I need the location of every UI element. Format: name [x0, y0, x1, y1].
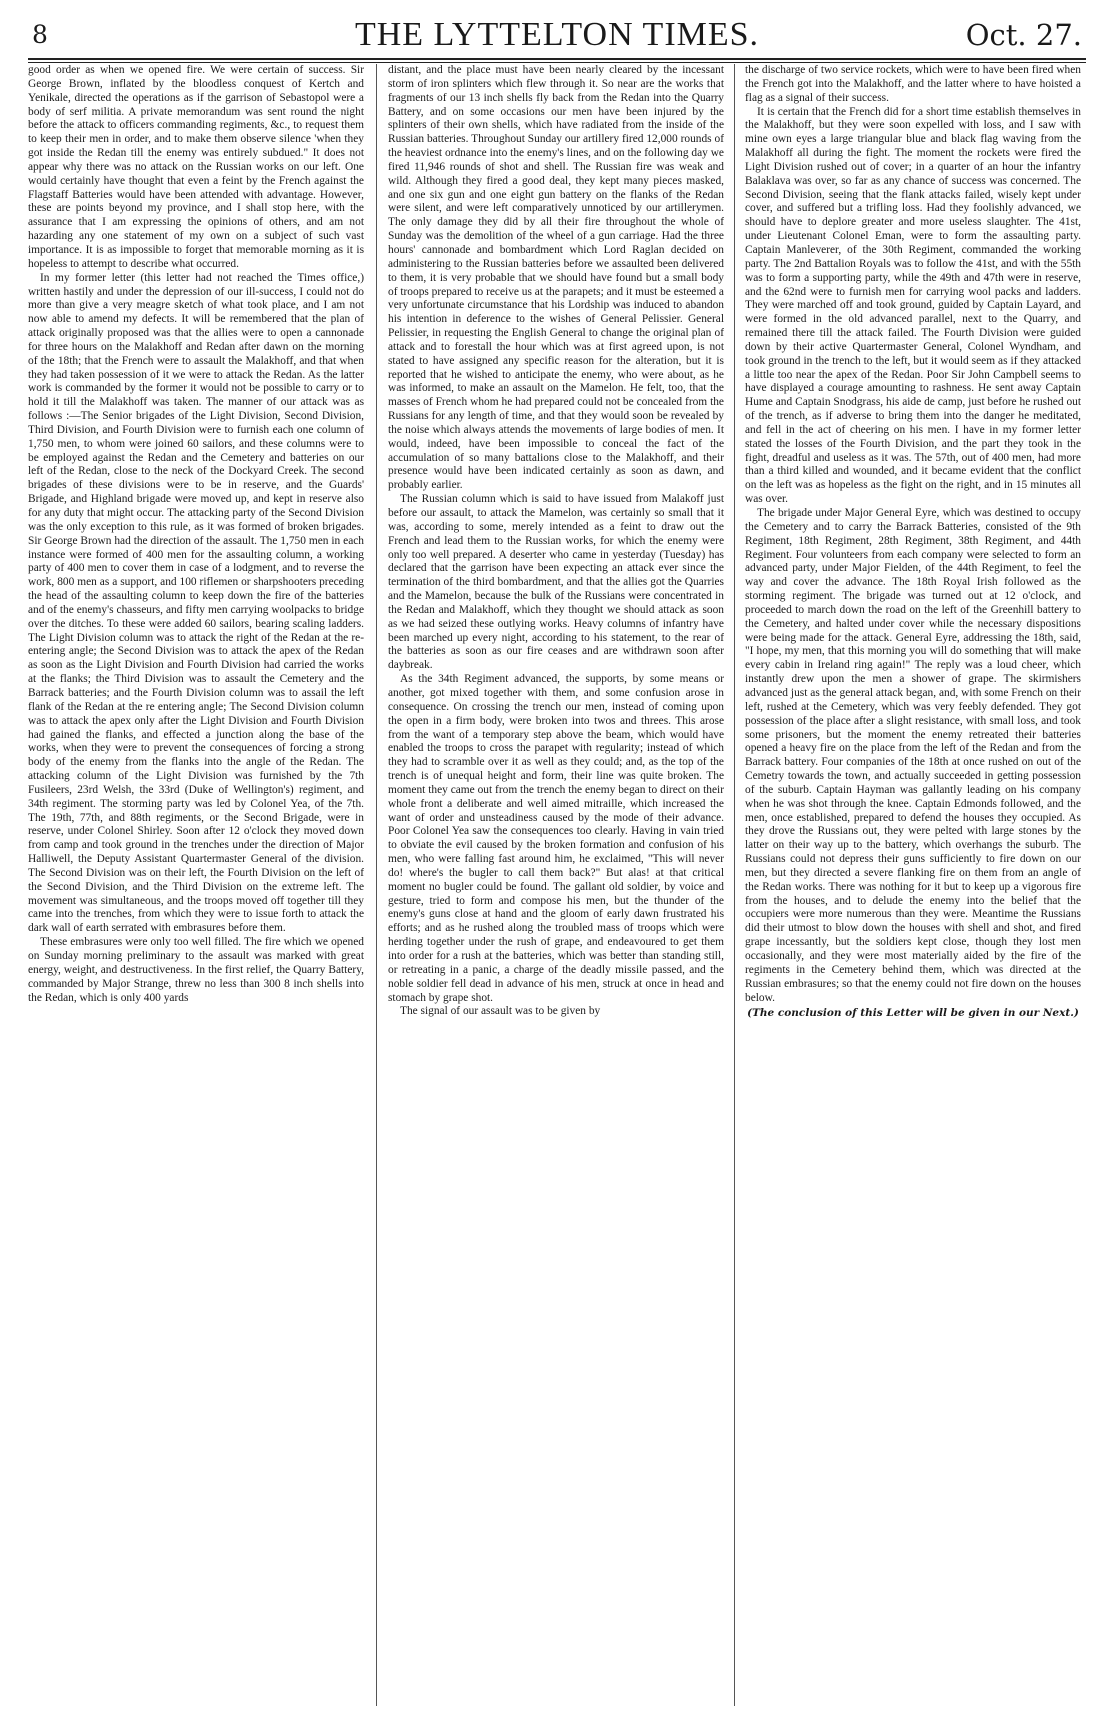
- article-columns: [28, 64, 1086, 1706]
- column-3-paragraph-1: the discharge of two service rockets, which were to have been fired when the French got into the Malakhoff, and the latter where to have hoisted a flag as a signal of their success.: [745, 64, 1081, 104]
- column-2-paragraph-3: As the 34th Regiment advanced, the supports, by some means or another, got mixed together with them, and some confusion arose in consequence. On crossing the trench our men, instead of coming upon the open in a firm body, were broken into twos and threes. This arose from the want of a temporary step above the beam, which would have enabled the troops to cross the parapet with regularity; instead of which they had to scramble over it as well as they could; and, as the top of the trench is of unequal height and form, their line was quite broken. The moment they came out from the trench the enemy began to direct on their whole front a deliberate and well aimed mitraille, which increased the want of order and unsteadiness caused by the mode of their advance. Poor Colonel Yea saw the consequences too clearly. Having in vain tried to obviate the evil caused by the broken formation and confusion of his men, who were falling fast around him, he exclaimed, "This will never do! where's the bugler to call them back?" But alas! at that critical moment no bugler could be found. The gallant old soldier, by voice and gesture, tried to form and compose his men, but the thunder of the enemy's guns close at hand and the gloom of early dawn frustrated his efforts; and as he rushed along the troubled mass of troops which were herding together under the rush of grape, and endeavoured to get them into order for a rush at the batteries, which was better than standing still, or retreating in a panic, a charge of the deadly missile passed, and the noble soldier fell dead in advance of his men, struck at once in head and stomach by grape shot.: [388, 673, 724, 1004]
- masthead-title: THE LYTTELTON TIMES.: [354, 16, 760, 53]
- issue-date: Oct. 27.: [965, 18, 1082, 52]
- column-3-paragraph-3: The brigade under Major General Eyre, which was destined to occupy the Cemetery and to carry the Barrack Batteries, consisted of the 9th Regiment, 18th Regiment, 28th Regiment, 38th Regiment, and 44th Regiment. Four volunteers from each company were selected to form an advanced party, under Major Fielden, of the 44th Regiment, to feel the way and cover the advance. The 18th Royal Irish followed as the storming regiment. The brigade was turned out at 12 o'clock, and proceeded to march down the road on the left of the Greenhill battery to the Cemetery, and halted under cover while the necessary dispositions were being made for the attack. General Eyre, addressing the 18th, said, "I hope, my men, that this morning you will do something that will make every cabin in Ireland ring again!" The reply was a loud cheer, which instantly drew upon the men a shower of grape. The skirmishers advanced just as the general attack began, and, with some French on their left, rushed at the Cemetery, which was very feebly defended. They got possession of the place after a slight resistance, with small loss, and took some prisoners, but the moment the enemy retreated their batteries opened a heavy fire on the place from the left of the Redan and from the Barrack battery. Four companies of the 18th at once rushed on out of the Cemetry towards the town, and actually succeeded in getting possession of the suburb. Captain Hayman was gallantly leading on his company when he was shot through the knee. Captain Edmonds followed, and the men, once established, prepared to defend the houses they occupied. As they drove the Russians out, they were pelted with large stones by the latter on their way up to the battery, which overhangs the suburb. The Russians could not depress their guns sufficiently to fire down on our men, but they directed a severe flanking fire on them from an angle of the Redan works. There was nothing for it but to keep up a vigorous fire from the houses, and to delude the enemy into the belief that the occupiers were more numerous than they were. Meantime the Russians did their utmost to blow down the houses with shell and shot, and fired grape incessantly, but the soldiers kept close, though they lost men occasionally, and they were most materially aided by the fire of the regiments in the Cemetery behind them, which was directed at the Russian embrasures; so that the enemy could not fire down on the houses below.: [745, 507, 1081, 1004]
- column-2-paragraph-2: The Russian column which is said to have issued from Malakoff just before our assault, to attack the Mamelon, was certainly so small that it was, according to some, merely intended as a feint to draw out the French and lead them to the Russian works, for which the enemy were only too well prepared. A deserter who came in yesterday (Tuesday) has declared that the garrison have been expecting an attack ever since the termination of the third bombardment, and that the allies got the Quarries and the Mamelon, because the bulk of the Russians were concentrated in the Redan and Malakhoff, which they thought we should attack as soon as we had seized these outlying works. Heavy columns of infantry have been marched up every night, according to his statement, to the rear of the batteries as soon as our fire ceases and are withdrawn soon after daybreak.: [388, 493, 724, 672]
- column-1-paragraph-3: These embrasures were only too well filled. The fire which we opened on Sunday morning preliminary to the assault was marked with great energy, weight, and destructiveness. In the first relief, the Quarry Battery, commanded by Major Strange, threw no less than 300 8 inch shells into the Redan, which is only 400 yards: [28, 936, 364, 1004]
- page-number: 8: [32, 20, 48, 49]
- column-1: [28, 64, 364, 1706]
- column-2-paragraph-4: The signal of our assault was to be given by: [400, 1005, 601, 1018]
- header-rule-thin: [28, 62, 1086, 63]
- page-header: [28, 12, 1086, 58]
- column-3: [745, 64, 1081, 1706]
- continuation-note: (The conclusion of this Letter will be given in our Next.): [747, 1007, 1079, 1020]
- column-2-paragraph-1: distant, and the place must have been nearly cleared by the incessant storm of iron splinters which flew through it. So near are the works that fragments of our 13 inch shells fly back from the Redan into the Quarry Battery, and on some occasions our men have been injured by the splinters of their own shells, which have radiated from the inside of the Russian batteries. Throughout Sunday our artillery fired 12,000 rounds of the heaviest ordnance into the enemy's lines, and on the following day we fired 11,946 rounds of shot and shell. The Russian fire was weak and wild. Although they fired a good deal, they kept many pieces masked, and one six gun and one eight gun battery on the flanks of the Redan were silent, and were left comparatively unnoticed by our artillerymen. The only damage they did by all their fire throughout the whole of Sunday was the demolition of the wheel of a gun carriage. Had the three hours' cannonade and bombardment which Lord Raglan decided on administering to the Russian batteries before we assaulted been delivered to them, it is very probable that we should have found but a small body of troops prepared to receive us at the parapets; and it must be esteemed a very unfortunate circumstance that his Lordship was induced to abandon his intention in deference to the wishes of General Pelissier. General Pelissier, in requesting the English General to change the original plan of attack and to forestall the hour which was at first agreed upon, is not stated to have assigned any specific reason for the alteration, but it is reported that he wished to anticipate the enemy, who were about, as he was informed, to make an assault on the Mamelon. He felt, too, that the masses of French whom he had prepared could not be concealed from the Russians for any length of time, and that they would soon be revealed by the noise which always attends the movements of large bodies of men. It would, indeed, have been impossible to conceal the fact of the accumulation of so many battalions close to the Malakhoff, and their presence would have been indicated certainly as soon as dawn, and probably earlier.: [388, 64, 724, 492]
- column-divider-1: [376, 64, 377, 1706]
- column-3-paragraph-2: It is certain that the French did for a short time establish themselves in the Malakhoff, but they were soon expelled with loss, and I saw with mine own eyes a large triangular blue and black flag waving from the Malakhoff all during the fight. The moment the rockets were fired the Light Division rushed out of cover; in a quarter of an hour the infantry Balaklava was over, so far as any chance of success was concerned. The Second Division, seeing that the flank attacks failed, wisely kept under cover, and suffered but a trifling loss. Had they foolishly advanced, we should have to deplore greater and more useless slaughter. The 41st, under Lieutenant Colonel Eman, were to form the assaulting party. Captain Manleverer, of the 30th Regiment, commanded the working party. The 2nd Battalion Royals was to follow the 41st, and with the 55th was to form a supporting party, while the 49th and 47th were in reserve, and the 62nd were to furnish men for carrying wool packs and ladders. They were marched off and took ground, guided by Captain Layard, and were formed in the old advanced parallel, next to the Quarry, and remained there till the attack failed. The Fourth Division were guided down by their active Quartermaster General, Colonel Wyndham, and took ground in the trench to the left, but it would seem as if they attacked a little too near the apex of the Redan. Poor Sir John Campbell seems to have displayed a courage amounting to rashness. He sent away Captain Hume and Captain Snodgrass, his aide de camp, just before he rushed out of the trench, as if adverse to bring them into the danger he meditated, and fell in the act of cheering on his men. I have in my former letter stated the losses of the Fourth Division, and the part they took in the fight, dreadful and useless as it was. The 57th, out of 400 men, had more than a third killed and wounded, and it became evident that the conflict on the left was as hopeless as the fight on the right, and in 15 minutes all was over.: [745, 105, 1081, 506]
- column-1-paragraph-1: good order as when we opened fire. We were certain of success. Sir George Brown, inflated by the bloodless conquest of Kertch and Yenikale, directed the operations as if the garrison of Sebastopol were a body of serf militia. A private memorandum was sent round the night before the attack to officers commanding regiments, &c., to request them to keep their men in order, and to make them observe silence 'when they got inside the Redan till the enemy was entirely subdued." It does not appear why there was no attack on the Russian works on our left. One would certainly have thought that even a feint by the French against the Flagstaff Batteries would have been attended with advantage. However, these are points beyond my province, and I shall stop here, with the assurance that I am expressing the opinions of others, and am not hazarding any one statement of my own on a subject of such vast importance. It is as impossible to forget that memorable morning as it is hopeless to attempt to describe what occurred.: [28, 64, 364, 270]
- column-1-paragraph-2: In my former letter (this letter had not reached the Times office,) written hastily and under the depression of our ill-success, I could not do more than give a very meagre sketch of what took place, and I am not now able to amend my defects. It will be remembered that the plan of attack originally proposed was that the allies were to open a cannonade for three hours on the Malakhoff and Redan after dawn on the morning of the 18th; that the French were to assault the Malakhoff, and that when they had taken possession of it we were to attack the Redan. As the latter work is commanded by the former it would not be possible to carry or to hold it till the Malakhoff was taken. The manner of our attack was as follows :—The Senior brigades of the Light Division, Second Division, Third Division, and Fourth Division were to furnish each one column of 1,750 men, to whom were joined 60 sailors, and these columns were to be employed against the Redan and the Cemetery and batteries on our left of the Redan, close to the neck of the Dockyard Creek. The second brigades of these divisions were to be in reserve, and the Guards' Brigade, and Highland brigade were moved up, and kept in reserve also for any duty that might occur. The attacking party of the Second Division was the only exception to this rule, as it was formed of broken brigades. Sir George Brown had the direction of the assault. The 1,750 men in each instance were formed of 400 men for the assaulting column, a working party of 400 men to cover them in case of a lodgment, and to reverse the work, 800 men as a support, and 100 riflemen or sharpshooters preceding the head of the assaulting column to keep down the fire of the batteries and of the enemy's chasseurs, and fifty men carrying woolpacks to bridge over the ditches. To these were added 60 sailors, bearing scaling ladders. The Light Division column was to attack the right of the Redan at the re-entering angle; the Second Division was to attack the apex of the Redan as soon as the Light Division and Fourth Division had carried the works at the flanks; the Third Division was to assault the Cemetery and the Barrack batteries; and the Fourth Division column was to assail the left flank of the Redan at the re entering angle; The Second Division column was to attack the apex only after the Light Division and Fourth Division had gained the flanks, and effected a junction along the base of the works, when they were to prevent the consequences of forcing a strong body of the enemy from the flanks into the angle of the Redan. The attacking column of the Light Division was furnished by the 7th Fusileers, 23rd Welsh, the 33rd (Duke of Wellington's) regiment, and 34th regiment. The storming party was led by Colonel Yea, of the 7th. The 19th, 77th, and 88th regiments, or the Second Brigade, were in reserve, under Colonel Shirley. Soon after 12 o'clock they moved down from camp and took ground in the trenches under the direction of Major Halliwell, the Deputy Assistant Quartermaster General of the division. The Second Division was on their left, the Fourth Division on the left of the Second Division, and the Third Division on the extreme left. The movement was simultaneous, and the troops moved off together till they came into the trenches, from which they were to issue forth to attack the dark wall of earth serrated with embrasures before them.: [28, 271, 364, 935]
- header-rule: [28, 58, 1086, 60]
- column-divider-2: [734, 64, 735, 1706]
- column-2: [388, 64, 724, 1706]
